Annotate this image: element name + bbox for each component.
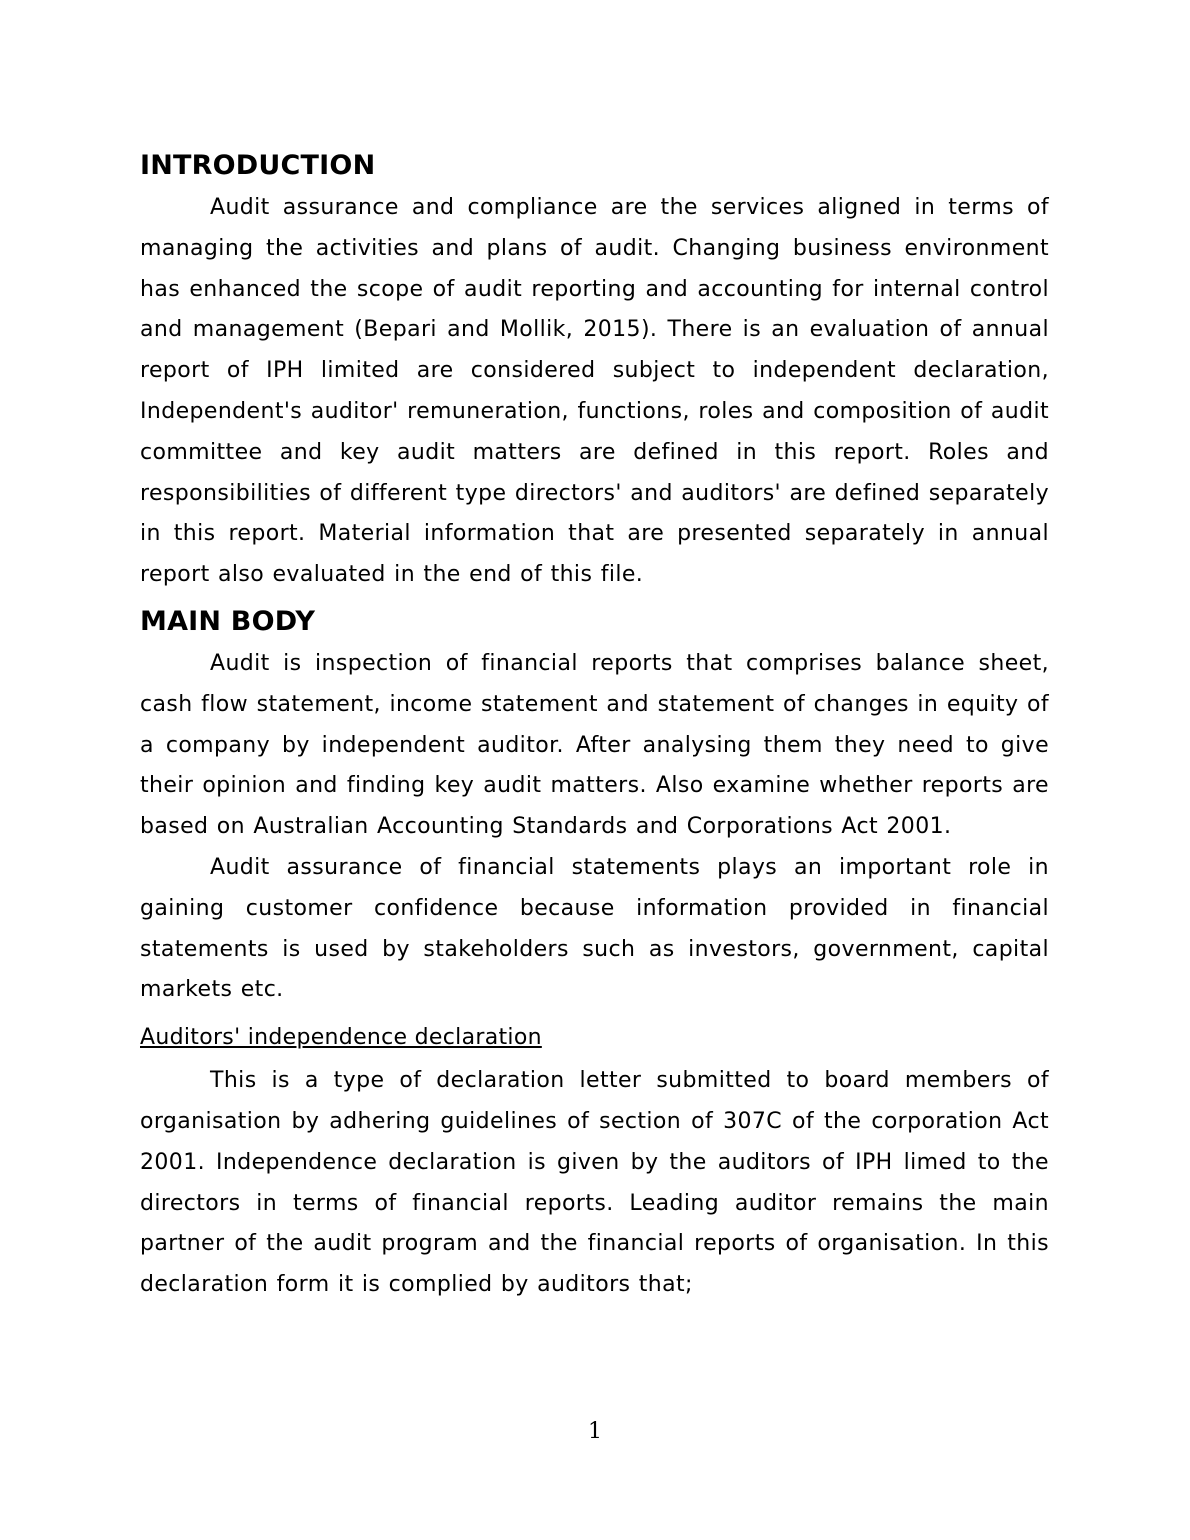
page-number: 1 xyxy=(588,1419,602,1444)
page-content xyxy=(140,146,1049,1306)
main-body-paragraph-1: Audit is inspection of financial reports that comprises balance sheet, cash flow statement, income statement and statement of changes in equity of a company by independent auditor. After analysing them they need to give their opinion and finding key audit matters. Also examine whether reports are based on Australian Accounting Standards and Corporations Act 2001. xyxy=(140,650,1049,840)
main-body-paragraph-2: Audit assurance of financial statements plays an important role in gaining customer confidence because information provided in financial statements is used by stakeholders such as investors, government, capital markets etc. xyxy=(140,854,1049,1003)
introduction-paragraph: Audit assurance and compliance are the services aligned in terms of managing the activities and plans of audit. Changing business environment has enhanced the scope of audit reporting and accounting for internal control and management (Bepari and Mollik, 2015). There is an evaluation of annual report of IPH limited are considered subject to independent declaration, Independent's auditor' remuneration, functions, roles and composition of audit committee and key audit matters are defined in this report. Roles and responsibilities of different type directors' and auditors' are defined separately in this report. Material information that are presented separately in annual report also evaluated in the end of this file. xyxy=(140,195,1049,588)
introduction-heading: INTRODUCTION xyxy=(140,150,376,181)
main-body-heading: MAIN BODY xyxy=(140,605,316,637)
independence-declaration-subheading: Auditors' independence declaration xyxy=(140,1025,542,1051)
independence-declaration-paragraph: This is a type of declaration letter submitted to board members of organisation by adhering guidelines of section of 307C of the corporation Act 2001. Independence declaration is given by the auditors of IPH limed to the directors in terms of financial reports. Leading auditor remains the main partner of the audit program and the financial reports of organisation. In this declaration form it is complied by auditors that; xyxy=(140,1068,1049,1298)
